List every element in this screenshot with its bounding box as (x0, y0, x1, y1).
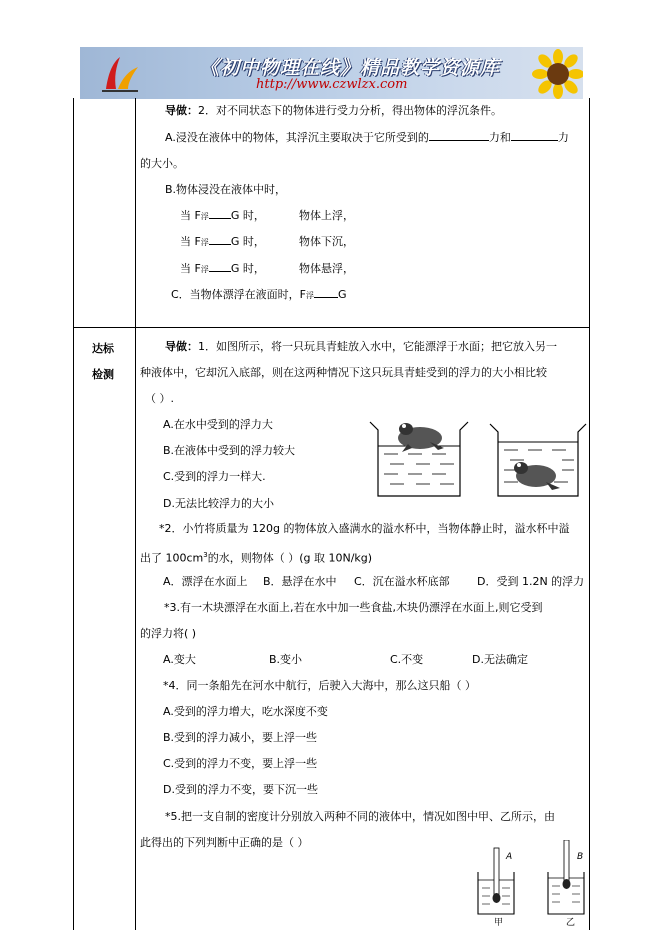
section1-lead: 导做： (165, 104, 198, 117)
q4-option-d[interactable]: D.受到的浮力不变，要下沉一些 (163, 783, 318, 796)
cond-text: G 时， (230, 209, 265, 222)
q5-line1: *5.把一支自制的密度计分别放入两种不同的液体中，情况如图中甲、乙所示，由 (165, 810, 555, 823)
cond-text: 当 F (180, 235, 201, 248)
figure-label-yi: 乙 (566, 918, 576, 928)
item-a-end: 力 (557, 131, 569, 144)
section1-q-text: 2．对不同状态下的物体进行受力分析，得出物体的浮沉条件。 (198, 104, 502, 117)
answer-blank[interactable] (209, 218, 231, 219)
q1-answer-paren: （ ）. (145, 392, 174, 405)
q3-option-a[interactable]: A.变大 (163, 653, 196, 666)
answer-blank[interactable] (511, 140, 558, 141)
cond-sub: 浮 (306, 291, 315, 300)
item-c-text: C．当物体漂浮在液面时，F (171, 288, 307, 301)
table-border-right (589, 98, 590, 930)
condition-row-3 (180, 262, 265, 277)
q2-option-a[interactable]: A．漂浮在水面上 (163, 575, 248, 588)
section1-item-b: B.物体浸没在液体中时， (165, 183, 287, 196)
q4-option-b[interactable]: B.受到的浮力减小，要上浮一些 (163, 731, 318, 744)
frog-icon (398, 423, 444, 452)
cond-text: 当 F (180, 262, 201, 275)
figure-label-a: A (506, 852, 513, 862)
q2-line1: *2．小竹将质量为 120g 的物体放入盛满水的溢水杯中，当物体静止时，溢水杯中溢 (159, 522, 570, 535)
side-label-jiance: 检测 (92, 368, 114, 381)
section2-lead: 导做： (165, 340, 198, 353)
q2-option-b[interactable]: B．悬浮在水中 (263, 575, 337, 588)
side-label-dabiao: 达标 (92, 342, 114, 355)
q3-option-d[interactable]: D.无法确定 (472, 653, 528, 666)
sunflower-icon (532, 49, 583, 99)
item-a-mid: 力和 (488, 131, 511, 144)
answer-blank[interactable] (209, 244, 231, 245)
section1-item-a (165, 131, 569, 145)
item-c-end: G (338, 288, 347, 301)
q1-line2: 种液体中，它却沉入底部，则在这两种情况下这只玩具青蛙受到的浮力的大小相比较 (140, 366, 547, 379)
item-a-text: A.浸没在液体中的物体，其浮沉主要取决于它所受到的 (165, 131, 429, 144)
condition-result-3: 物体悬浮， (299, 262, 354, 275)
q5-line2: 此得出的下列判断中正确的是（ ） (140, 836, 309, 849)
q3-line1: *3.有一木块漂浮在水面上,若在水中加一些食盐,木块仍漂浮在水面上,则它受到 (164, 601, 543, 614)
answer-blank[interactable] (429, 140, 489, 141)
cond-text: G 时， (230, 262, 265, 275)
q4-line1: *4．同一条船先在河水中航行，后驶入大海中，那么这只船（ ） (163, 679, 476, 692)
condition-row-2 (180, 235, 265, 250)
q1-text: 1．如图所示，将一只玩具青蛙放入水中，它能漂浮于水面；把它放入另一 (198, 340, 557, 353)
q2-sup: 3 (203, 551, 208, 559)
figure-label-jia: 甲 (494, 918, 504, 928)
cond-sub: 浮 (200, 238, 209, 247)
q4-option-c[interactable]: C.受到的浮力不变，要上浮一些 (163, 757, 318, 770)
q1-option-b[interactable]: B.在液体中受到的浮力较大 (163, 444, 296, 457)
section1-item-a-line2: 的大小。 (140, 157, 184, 170)
q3-line2: 的浮力将( ) (140, 627, 197, 640)
q2-text: 的水，则物体（ ）(g 取 10N/kg) (207, 551, 373, 565)
table-column-divider (135, 98, 136, 930)
banner-url[interactable]: http://www.czwlzx.com (256, 77, 408, 92)
banner-title: 《初中物理在线》精品教学资源库 (200, 57, 501, 79)
q2-line2 (140, 548, 372, 566)
q1-option-a[interactable]: A.在水中受到的浮力大 (163, 418, 273, 431)
q2-option-d[interactable]: D．受到 1.2N 的浮力 (477, 575, 585, 588)
q3-option-b[interactable]: B.变小 (269, 653, 303, 666)
frog-sinking-figure (488, 420, 590, 498)
q1-line1 (165, 340, 557, 354)
q3-option-c[interactable]: C.不变 (390, 653, 424, 666)
section1-item-c (171, 288, 347, 303)
q2-text: 出了 100cm (140, 551, 204, 565)
frog-icon (514, 462, 560, 490)
q1-option-c[interactable]: C.受到的浮力一样大. (163, 470, 266, 483)
cond-sub: 浮 (200, 212, 209, 221)
condition-row-1 (180, 209, 265, 224)
logo-icon (98, 53, 142, 93)
figure-label-b: B (577, 852, 584, 862)
q4-option-a[interactable]: A.受到的浮力增大，吃水深度不变 (163, 705, 328, 718)
frog-floating-figure (368, 412, 472, 498)
q2-option-c[interactable]: C．沉在溢水杯底部 (354, 575, 450, 588)
answer-blank[interactable] (209, 271, 231, 272)
table-border-left (73, 98, 74, 930)
table-row-divider (73, 327, 590, 328)
q1-option-d[interactable]: D.无法比较浮力的大小 (163, 497, 274, 510)
condition-result-2: 物体下沉， (299, 235, 354, 248)
cond-sub: 浮 (200, 265, 209, 274)
condition-result-1: 物体上浮， (299, 209, 354, 222)
header-banner (80, 47, 583, 99)
cond-text: G 时， (230, 235, 265, 248)
cond-text: 当 F (180, 209, 201, 222)
answer-blank[interactable] (314, 297, 338, 298)
section1-question2 (165, 104, 502, 118)
